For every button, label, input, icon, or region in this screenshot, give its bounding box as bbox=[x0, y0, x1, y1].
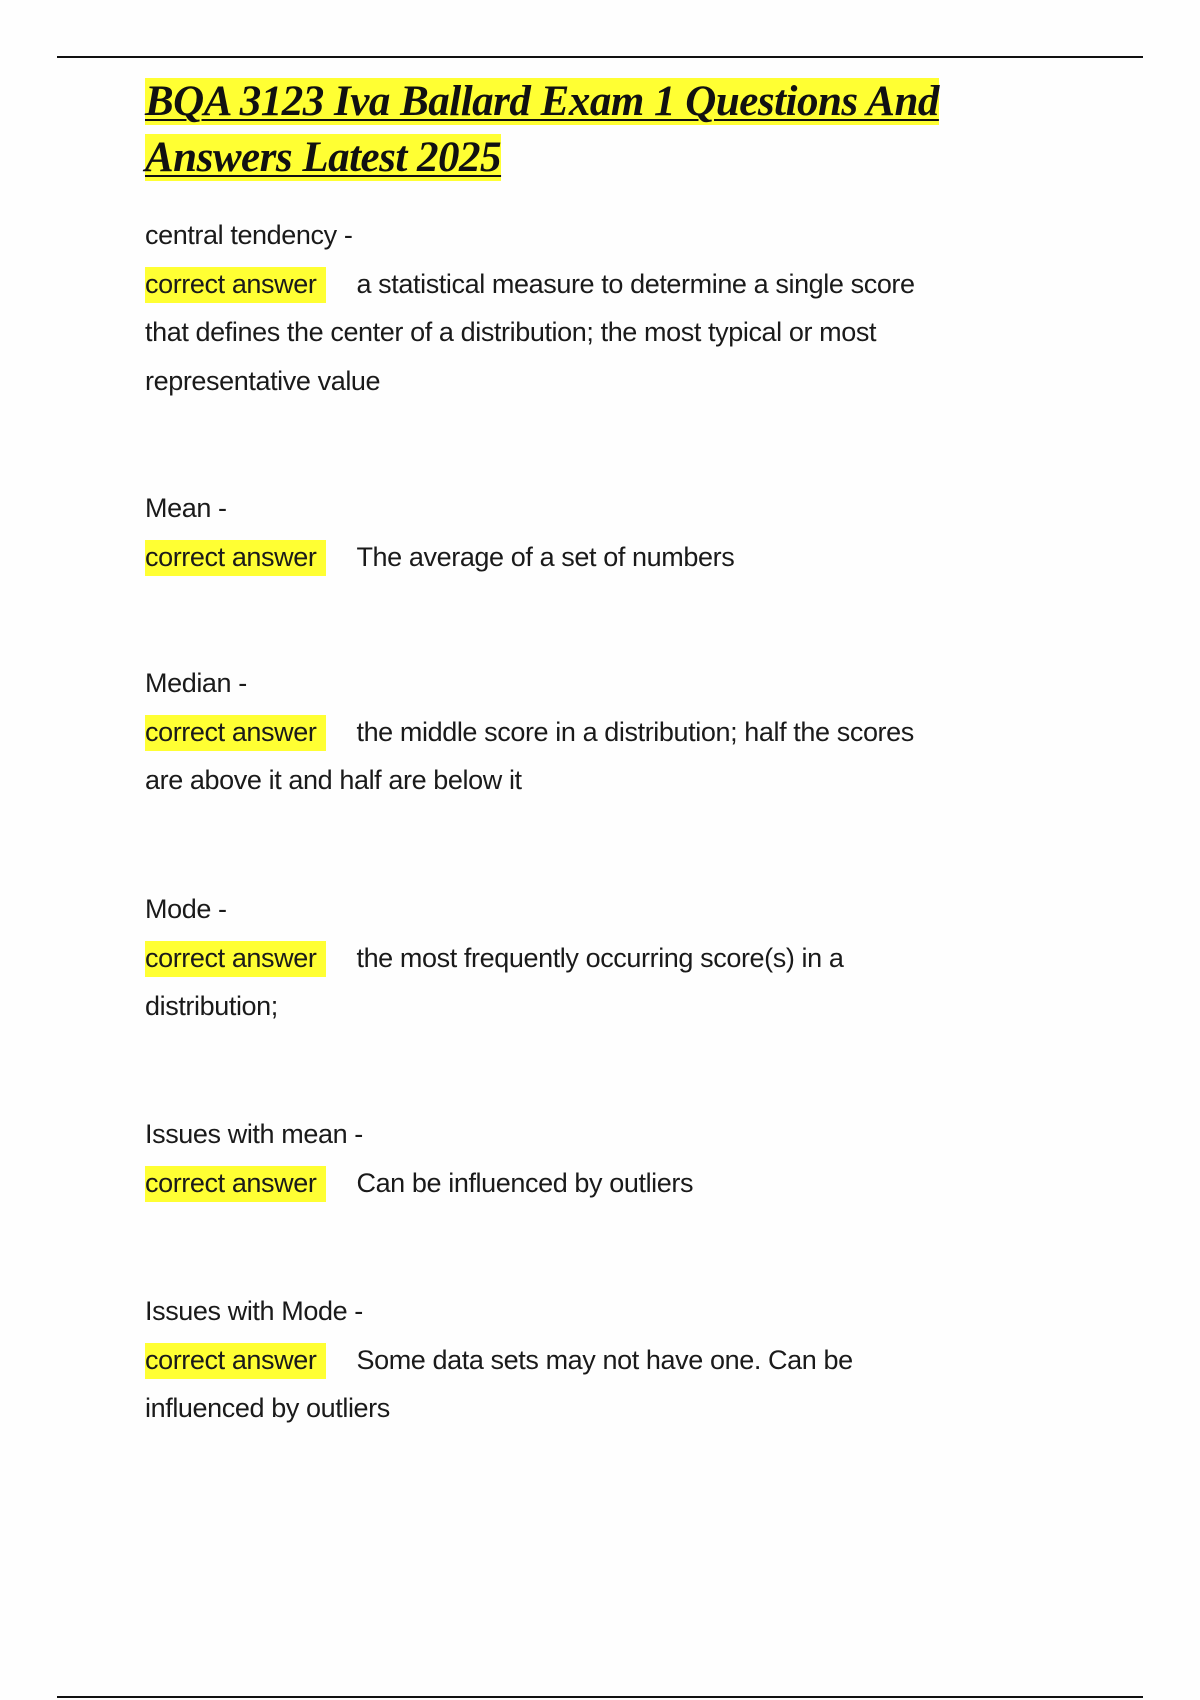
correct-answer-label: correct answer bbox=[145, 715, 326, 751]
answer-line bbox=[145, 533, 734, 582]
title-line-2: Answers Latest 2025 bbox=[145, 134, 502, 181]
answer-text: The average of a set of numbers bbox=[356, 541, 735, 572]
correct-answer-label: correct answer bbox=[145, 941, 326, 977]
qa-item bbox=[145, 484, 734, 581]
answer-text: are above it and half are below it bbox=[145, 765, 522, 795]
answer-line bbox=[145, 1384, 853, 1433]
answer-line bbox=[145, 934, 843, 983]
answer-text: influenced by outliers bbox=[145, 1393, 390, 1423]
answer-line bbox=[145, 308, 915, 357]
qa-item bbox=[145, 1287, 853, 1433]
answer-line bbox=[145, 982, 843, 1031]
title-line-1: BQA 3123 Iva Ballard Exam 1 Questions And bbox=[145, 78, 939, 125]
term: Median - bbox=[145, 668, 247, 698]
correct-answer-label: correct answer bbox=[145, 540, 326, 576]
answer-text: Some data sets may not have one. Can be bbox=[356, 1344, 853, 1375]
qa-item bbox=[145, 211, 915, 405]
qa-item bbox=[145, 885, 843, 1031]
answer-line bbox=[145, 708, 914, 757]
term: Issues with mean - bbox=[145, 1119, 363, 1149]
answer-line bbox=[145, 1159, 693, 1208]
qa-item bbox=[145, 1110, 693, 1207]
bottom-rule bbox=[57, 1696, 1143, 1698]
answer-text: the most frequently occurring score(s) in a bbox=[356, 942, 844, 973]
answer-text: that defines the center of a distribution; the most typical or most bbox=[145, 317, 877, 347]
answer-line bbox=[145, 1336, 853, 1385]
answer-line bbox=[145, 756, 914, 805]
correct-answer-label: correct answer bbox=[145, 1166, 326, 1202]
term: Mode - bbox=[145, 894, 227, 924]
answer-text: Can be influenced by outliers bbox=[356, 1167, 694, 1198]
term: Mean - bbox=[145, 493, 227, 523]
answer-text: the middle score in a distribution; half the scores bbox=[356, 716, 914, 747]
answer-text: a statistical measure to determine a single score bbox=[356, 268, 915, 299]
document-title bbox=[145, 74, 939, 186]
term: Issues with Mode - bbox=[145, 1296, 363, 1326]
answer-line bbox=[145, 260, 915, 309]
answer-text: representative value bbox=[145, 365, 381, 396]
qa-item bbox=[145, 659, 914, 805]
correct-answer-label: correct answer bbox=[145, 267, 326, 303]
answer-text: distribution; bbox=[145, 991, 278, 1021]
correct-answer-label: correct answer bbox=[145, 1343, 326, 1379]
term: central tendency - bbox=[145, 220, 353, 250]
answer-line bbox=[145, 357, 915, 406]
top-rule bbox=[57, 56, 1143, 58]
